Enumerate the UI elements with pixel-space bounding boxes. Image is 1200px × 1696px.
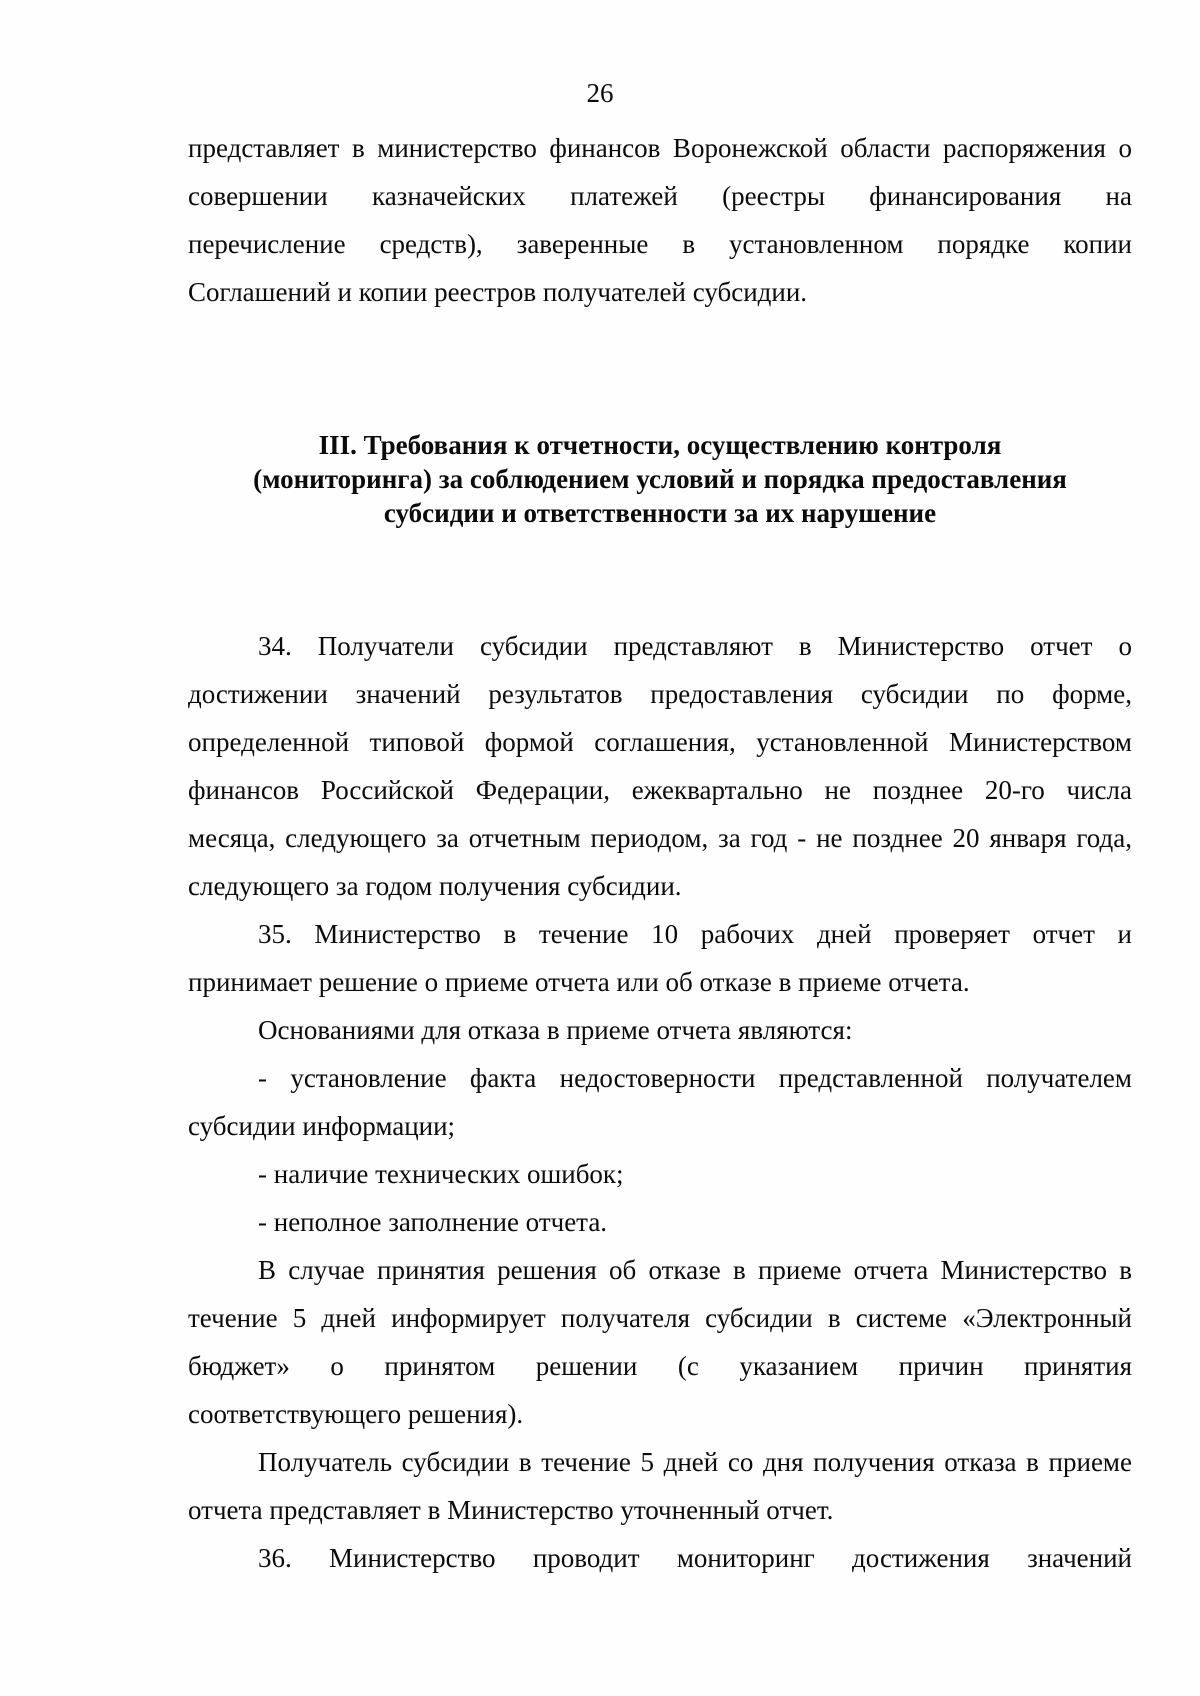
list-item-line: субсидии информации;: [188, 1111, 456, 1141]
grounds-intro-line: Основаниями для отказа в приеме отчета являются:: [258, 1015, 853, 1045]
heading-line: (мониторинга) за соблюдением условий и порядка предоставления: [253, 464, 1067, 494]
paragraph-34-line: определенной типовой формой соглашения, установленной Министерством: [188, 727, 1132, 757]
resubmission-paragraph-line: отчета представляет в Министерство уточненный отчет.: [188, 1495, 834, 1525]
paragraph-35-line: 35. Министерство в течение 10 рабочих дней проверяет отчет и: [258, 919, 1132, 949]
refusal-paragraph-line: В случае принятия решения об отказе в приеме отчета Министерство в: [258, 1255, 1132, 1285]
text-line: совершении казначейских платежей (реестры финансирования на: [188, 181, 1132, 211]
intro-paragraph: [188, 124, 1132, 316]
text-line: Соглашений и копии реестров получателей субсидии.: [188, 277, 808, 307]
list-item-line: - неполное заполнение отчета.: [258, 1207, 608, 1237]
paragraph-34-line: следующего за годом получения субсидии.: [188, 871, 682, 901]
text-line: представляет в министерство финансов Воронежской области распоряжения о: [188, 133, 1132, 163]
list-item-line: - наличие технических ошибок;: [258, 1159, 624, 1189]
text-line: перечисление средств), заверенные в установленном порядке копии: [188, 229, 1132, 259]
page-number: 26: [586, 78, 614, 108]
refusal-paragraph-line: течение 5 дней информирует получателя субсидии в системе «Электронный: [188, 1303, 1132, 1333]
heading-line: III. Требования к отчетности, осуществлению контроля: [318, 430, 1002, 460]
refusal-paragraph-line: соответствующего решения).: [188, 1399, 524, 1429]
paragraph-34-line: финансов Российской Федерации, ежеквартально не позднее 20-го числа: [188, 775, 1132, 805]
paragraph-36-line: 36. Министерство проводит мониторинг достижения значений: [258, 1543, 1132, 1573]
heading-line: субсидии и ответственности за их нарушение: [383, 498, 937, 528]
paragraph-34-line: достижении значений результатов предоставления субсидии по форме,: [188, 679, 1132, 709]
paragraph-34-line: 34. Получатели субсидии представляют в Министерство отчет о: [258, 631, 1132, 661]
list-item-line: - установление факта недостоверности представленной получателем: [258, 1063, 1132, 1093]
body-text: [188, 622, 1132, 1582]
refusal-paragraph-line: бюджет» о принятом решении (с указанием причин принятия: [188, 1351, 1132, 1381]
paragraph-34-line: месяца, следующего за отчетным периодом, за год - не позднее 20 января года,: [188, 823, 1132, 853]
section-heading: [188, 428, 1132, 530]
paragraph-35-line: принимает решение о приеме отчета или об отказе в приеме отчета.: [188, 967, 970, 997]
resubmission-paragraph-line: Получатель субсидии в течение 5 дней со дня получения отказа в приеме: [258, 1447, 1132, 1477]
